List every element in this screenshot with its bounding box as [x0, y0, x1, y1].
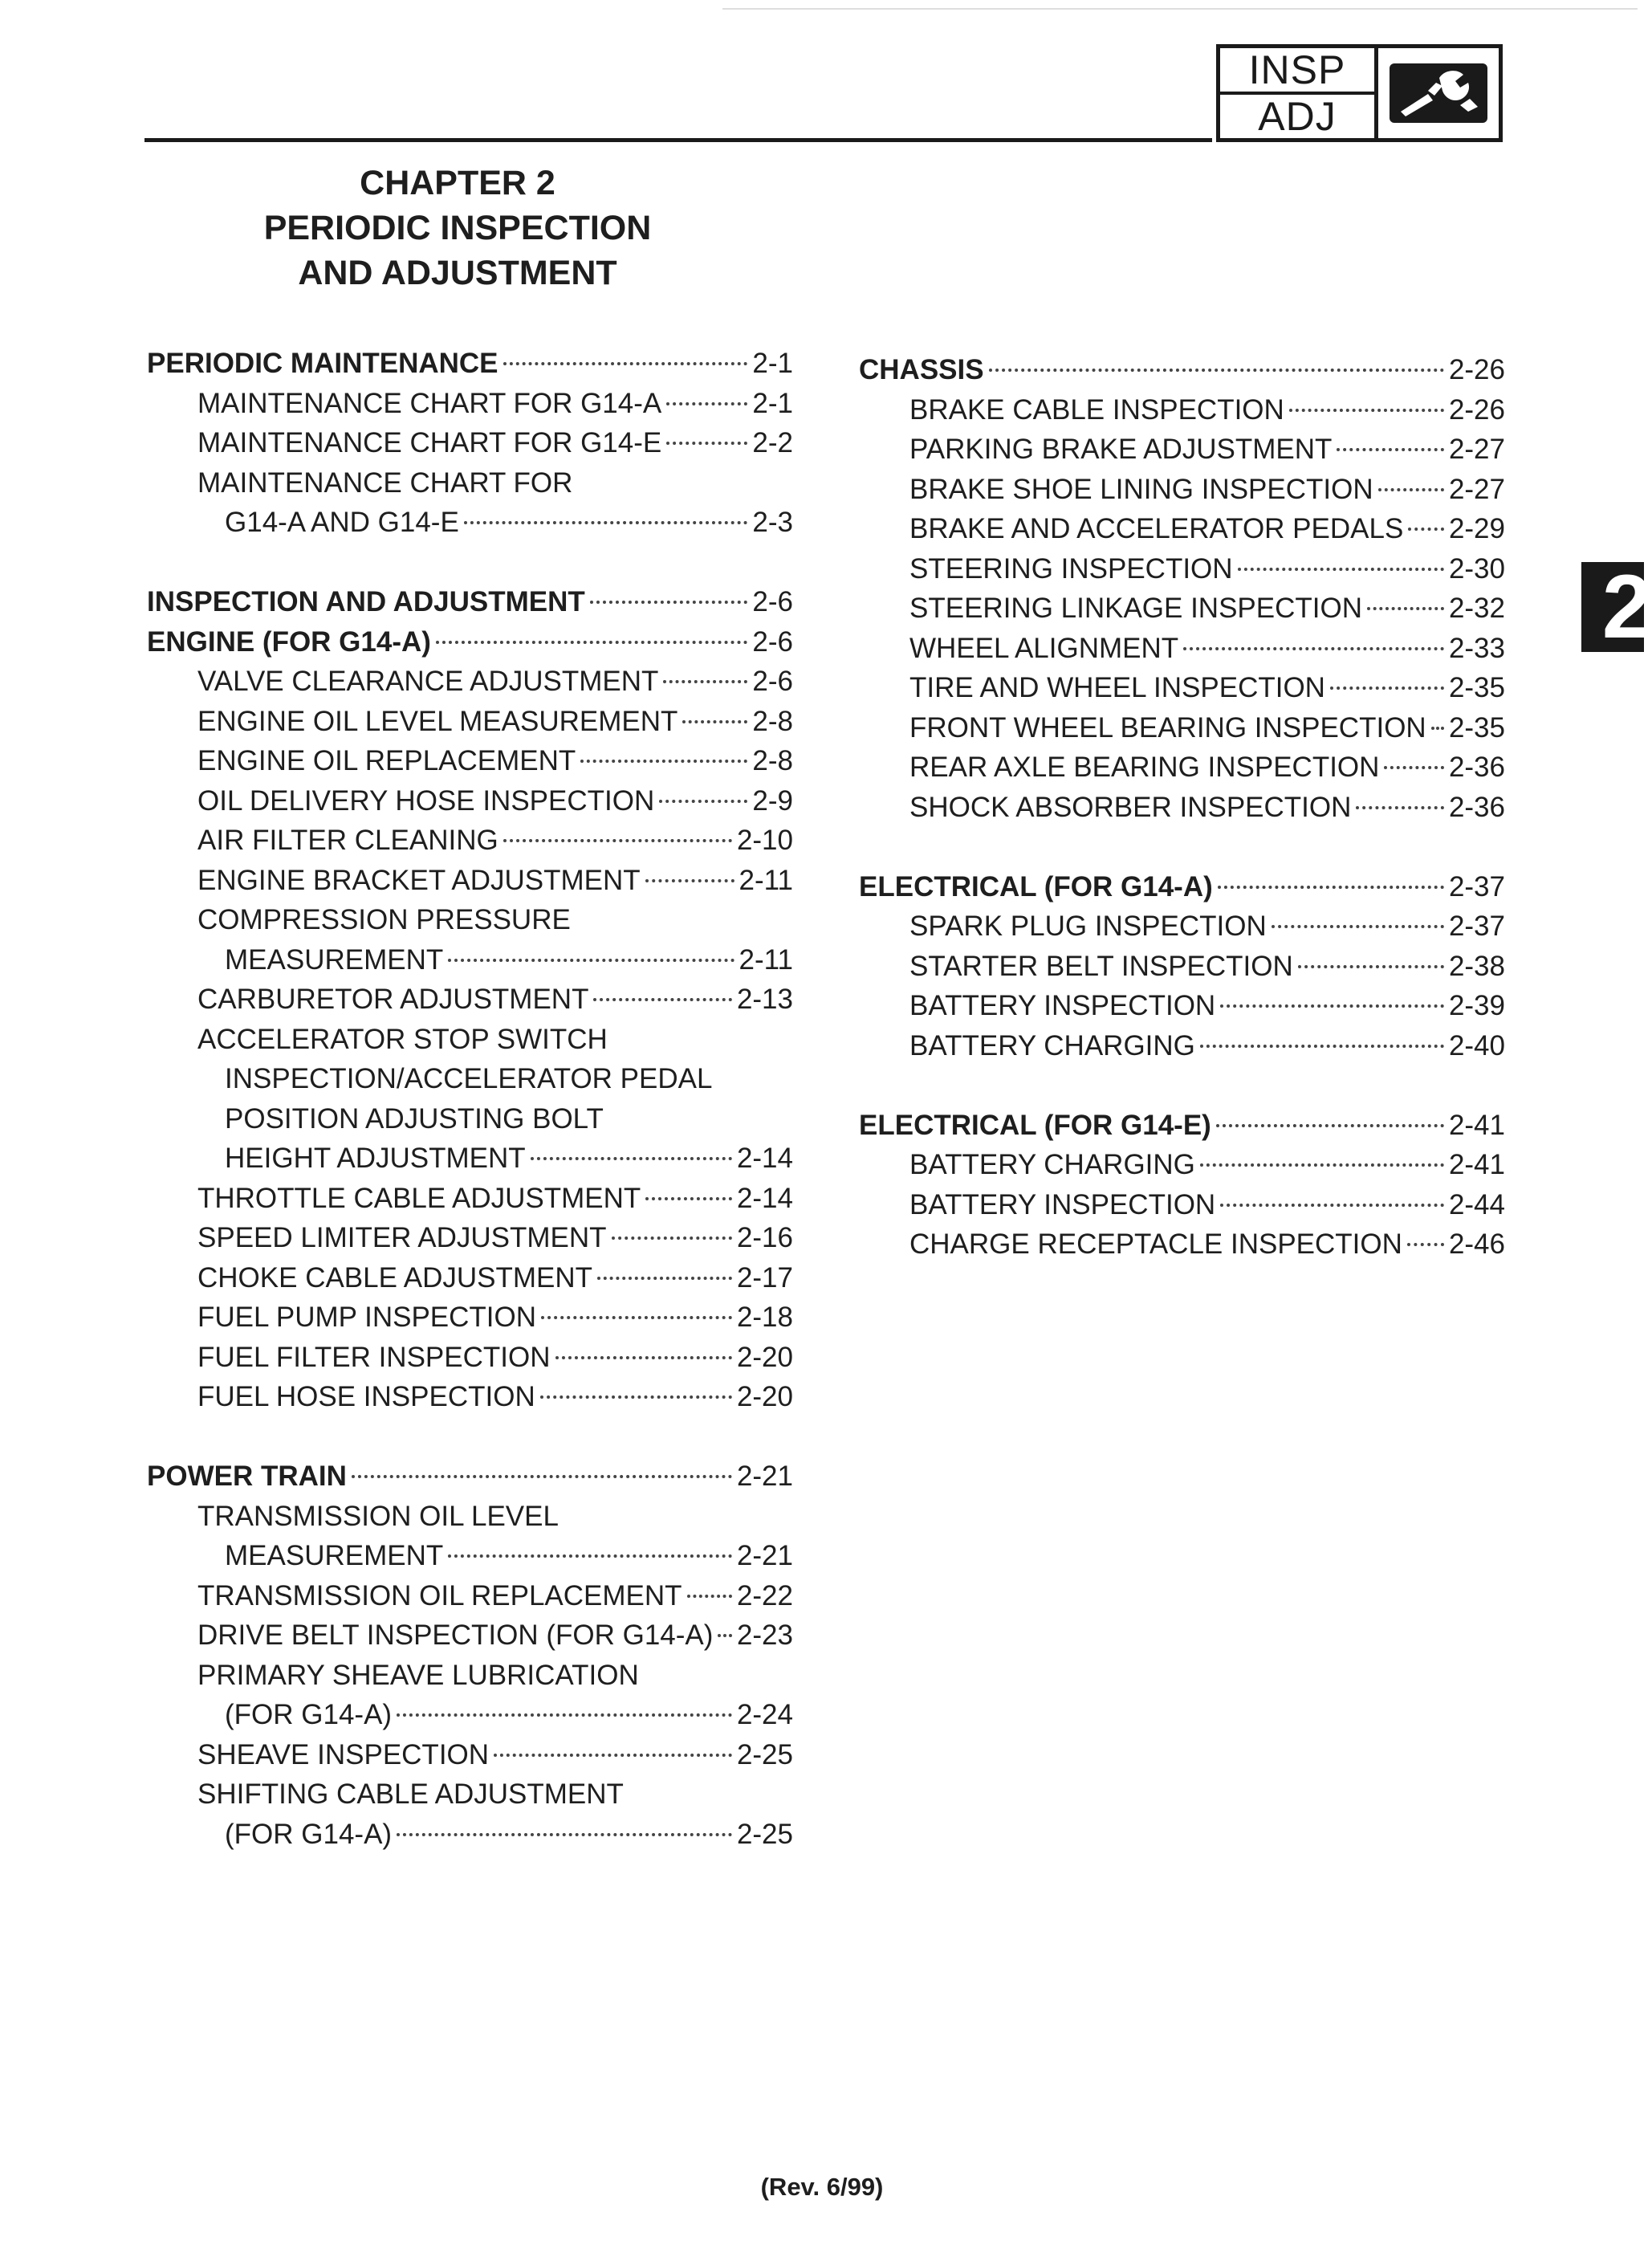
insp-adj-badge: [1216, 44, 1503, 142]
toc-dot-leader: [989, 369, 1444, 372]
toc-dot-leader: [1200, 1045, 1444, 1048]
toc-page-number: 2-36: [1448, 791, 1505, 823]
toc-entry-label: POWER TRAIN: [147, 1461, 347, 1492]
toc-entry: [859, 470, 1505, 510]
toc-dot-leader: [541, 1316, 732, 1319]
toc-dot-leader: [580, 760, 747, 763]
toc-page-number: 2-10: [736, 825, 793, 856]
toc-page-number: 2-41: [1448, 1149, 1505, 1180]
toc-entry: [859, 1145, 1505, 1185]
toc-entry-label: MEASUREMENT: [225, 1540, 444, 1571]
toc-entry-label: G14-A AND G14-E: [225, 507, 459, 538]
toc-entry: [859, 589, 1505, 629]
toc-entry-label: (FOR G14-A): [225, 1818, 393, 1850]
toc-dot-leader: [590, 601, 748, 604]
toc-entry-label: BRAKE SHOE LINING INSPECTION: [909, 473, 1373, 505]
toc-dot-leader: [352, 1475, 732, 1478]
toc-entry-label: OIL DELIVERY HOSE INSPECTION: [197, 784, 655, 817]
toc-entry: [147, 1576, 793, 1616]
toc-page-number: 2-2: [752, 427, 793, 458]
toc-dot-leader: [1384, 766, 1444, 769]
toc-entry-label: HEIGHT ADJUSTMENT: [225, 1143, 526, 1174]
toc-entry: [859, 629, 1505, 669]
toc-page-number: 2-39: [1448, 990, 1505, 1021]
toc-entry-label: INSPECTION AND ADJUSTMENT: [147, 586, 585, 617]
toc-spacer: [147, 1417, 793, 1457]
toc-entry: [147, 1258, 793, 1298]
toc-entry: [147, 1099, 793, 1139]
toc-page-number: 2-44: [1448, 1188, 1505, 1220]
toc-dot-leader: [397, 1713, 732, 1717]
toc-page-number: 2-17: [736, 1261, 793, 1294]
toc-entry: [147, 1298, 793, 1338]
toc-dot-leader: [1431, 727, 1444, 730]
toc-entry-label: CHASSIS: [859, 354, 984, 385]
toc-page-number: 2-23: [736, 1619, 793, 1651]
toc-entry-label: STEERING INSPECTION: [909, 552, 1233, 585]
toc-entry-label: COMPRESSION PRESSURE: [197, 904, 571, 935]
toc-spacer: [859, 827, 1505, 867]
toc-entry-label: VALVE CLEARANCE ADJUSTMENT: [197, 666, 659, 697]
header-rule: [144, 138, 1212, 142]
toc-page-number: 2-32: [1448, 593, 1505, 624]
toc-page-number: 2-40: [1448, 1029, 1505, 1061]
toc-page-number: 2-6: [752, 666, 793, 697]
toc-page-number: 2-27: [1448, 473, 1505, 505]
toc-entry-label: CHOKE CABLE ADJUSTMENT: [197, 1261, 593, 1294]
toc-dot-leader: [448, 1554, 732, 1558]
toc-dot-leader: [503, 839, 732, 842]
toc-section-entry: [147, 622, 793, 662]
toc-section-entry: [859, 1106, 1505, 1146]
toc-entry-label: ENGINE OIL LEVEL MEASUREMENT: [197, 705, 678, 737]
toc-page-number: 2-1: [752, 387, 793, 419]
toc-entry-label: PARKING BRAKE ADJUSTMENT: [909, 434, 1333, 465]
toc-dot-leader: [1220, 1204, 1444, 1207]
toc-dot-leader: [682, 720, 747, 723]
toc-section-entry: [859, 350, 1505, 390]
toc-dot-leader: [1218, 886, 1444, 889]
toc-page-number: 2-37: [1448, 870, 1505, 902]
toc-page-number: 2-16: [736, 1222, 793, 1253]
toc-page-number: 2-3: [752, 507, 793, 538]
toc-entry: [147, 1338, 793, 1378]
toc-entry: [147, 662, 793, 702]
toc-entry: [147, 463, 793, 503]
toc-entry-label: SHIFTING CABLE ADJUSTMENT: [197, 1778, 624, 1810]
toc-entry: [147, 423, 793, 463]
toc-entry-label: MEASUREMENT: [225, 943, 444, 976]
toc-page-number: 2-13: [736, 984, 793, 1015]
toc-entry-label: SHEAVE INSPECTION: [197, 1738, 490, 1770]
toc-entry: [147, 1695, 793, 1735]
toc-entry-label: FRONT WHEEL BEARING INSPECTION: [909, 711, 1426, 744]
toc-entry: [859, 708, 1505, 748]
toc-entry-label: ELECTRICAL (FOR G14-E): [859, 1109, 1211, 1141]
toc-page-number: 2-1: [752, 348, 793, 379]
toc-dot-leader: [1183, 647, 1444, 650]
toc-page-number: 2-35: [1448, 711, 1505, 744]
toc-entry-label: FUEL PUMP INSPECTION: [197, 1302, 537, 1333]
toc-entry-label: ENGINE BRACKET ADJUSTMENT: [197, 864, 641, 896]
toc-entry: [147, 1377, 793, 1417]
toc-entry: [147, 1615, 793, 1656]
toc-entry-label: SPARK PLUG INSPECTION: [909, 911, 1267, 942]
toc-page-number: 2-36: [1448, 752, 1505, 783]
toc-entry: [859, 668, 1505, 708]
toc-entry: [147, 702, 793, 742]
toc-dot-leader: [1407, 1243, 1444, 1246]
toc-entry: [147, 1815, 793, 1855]
toc-entry: [859, 1185, 1505, 1225]
toc-entry: [147, 900, 793, 940]
toc-entry-label: POSITION ADJUSTING BOLT: [225, 1102, 604, 1135]
toc-entry-label: MAINTENANCE CHART FOR: [197, 466, 573, 499]
toc-page-number: 2-14: [736, 1182, 793, 1214]
toc-dot-leader: [1298, 965, 1444, 968]
chapter-title: [217, 161, 698, 295]
toc-entry-label: TRANSMISSION OIL LEVEL: [197, 1500, 559, 1532]
toc-entry-label: ENGINE (FOR G14-A): [147, 625, 431, 658]
toc-entry: [147, 1218, 793, 1258]
toc-dot-leader: [659, 800, 747, 803]
toc-entry-label: STEERING LINKAGE INSPECTION: [909, 593, 1362, 624]
toc-page-number: 2-26: [1448, 354, 1505, 385]
toc-entry: [147, 1139, 793, 1179]
toc-dot-leader: [1330, 686, 1444, 690]
toc-dot-leader: [397, 1833, 732, 1836]
toc-page-number: 2-6: [752, 586, 793, 617]
toc-entry-label: ACCELERATOR STOP SWITCH: [197, 1023, 608, 1055]
toc-page-number: 2-21: [736, 1540, 793, 1571]
toc-dot-leader: [531, 1157, 732, 1160]
toc-dot-leader: [612, 1237, 732, 1240]
toc-entry: [147, 1179, 793, 1219]
toc-entry-label: WHEEL ALIGNMENT: [909, 632, 1179, 664]
toc-entry: [859, 947, 1505, 987]
toc-page-number: 2-38: [1448, 950, 1505, 982]
toc-entry: [859, 1224, 1505, 1265]
toc-entry-label: MAINTENANCE CHART FOR G14-E: [197, 427, 662, 458]
toc-entry-label: ELECTRICAL (FOR G14-A): [859, 870, 1213, 902]
toc-left-column: [147, 344, 793, 1854]
toc-entry-label: BATTERY CHARGING: [909, 1149, 1195, 1180]
toc-entry: [147, 940, 793, 980]
toc-entry-label: DRIVE BELT INSPECTION (FOR G14-A): [197, 1619, 714, 1651]
toc-entry: [147, 1059, 793, 1099]
toc-entry: [147, 1536, 793, 1576]
toc-dot-leader: [718, 1634, 732, 1637]
toc-dot-leader: [645, 1197, 732, 1200]
toc-dot-leader: [448, 959, 734, 962]
toc-dot-leader: [1367, 607, 1444, 610]
toc-entry-label: MAINTENANCE CHART FOR G14-A: [197, 387, 662, 419]
revision-note: (Rev. 6/99): [760, 2173, 884, 2201]
toc-entry: [147, 384, 793, 424]
toc-page-number: 2-8: [752, 745, 793, 776]
toc-entry: [859, 748, 1505, 788]
toc-page-number: 2-18: [736, 1302, 793, 1333]
toc-dot-leader: [1408, 528, 1444, 531]
toc-dot-leader: [436, 641, 747, 644]
toc-entry-label: BATTERY CHARGING: [909, 1029, 1195, 1061]
toc-entry: [147, 821, 793, 861]
toc-entry-label: REAR AXLE BEARING INSPECTION: [909, 752, 1380, 783]
toc-dot-leader: [1238, 568, 1444, 571]
toc-dot-leader: [1220, 1004, 1444, 1008]
toc-right-column: [859, 350, 1505, 1265]
toc-page-number: 2-21: [736, 1461, 793, 1492]
toc-entry: [147, 741, 793, 781]
toc-spacer: [859, 1065, 1505, 1106]
toc-entry: [147, 1735, 793, 1775]
toc-dot-leader: [645, 879, 734, 882]
toc-page-number: 2-8: [752, 705, 793, 737]
toc-entry: [147, 1020, 793, 1060]
toc-entry: [147, 1774, 793, 1815]
toc-page-number: 2-37: [1448, 911, 1505, 942]
toc-entry: [147, 1497, 793, 1537]
toc-entry: [859, 788, 1505, 828]
chapter-tab: [1581, 556, 1652, 657]
toc-page-number: 2-22: [736, 1579, 793, 1611]
badge-line-adj: ADJ: [1258, 94, 1337, 139]
toc-entry-label: THROTTLE CABLE ADJUSTMENT: [197, 1182, 641, 1214]
toc-dot-leader: [593, 998, 731, 1001]
toc-entry-label: FUEL FILTER INSPECTION: [197, 1341, 551, 1373]
toc-dot-leader: [1378, 488, 1444, 491]
toc-dot-leader: [663, 680, 747, 683]
chapter-number: CHAPTER 2: [360, 164, 555, 202]
toc-entry: [859, 430, 1505, 470]
toc-dot-leader: [1337, 448, 1444, 451]
toc-dot-leader: [687, 1595, 732, 1598]
toc-page-number: 2-14: [736, 1143, 793, 1174]
toc-dot-leader: [1216, 1124, 1444, 1127]
toc-page-number: 2-25: [736, 1738, 793, 1770]
chapter-tab-number: 2: [1601, 556, 1652, 657]
toc-dot-leader: [666, 402, 747, 405]
toc-entry-label: PERIODIC MAINTENANCE: [147, 348, 498, 379]
toc-entry-label: TIRE AND WHEEL INSPECTION: [909, 672, 1325, 703]
top-hairline: [722, 8, 1638, 10]
toc-entry: [859, 986, 1505, 1026]
chapter-title-line-2: AND ADJUSTMENT: [298, 254, 617, 292]
toc-page-number: 2-27: [1448, 434, 1505, 465]
toc-entry: [859, 906, 1505, 947]
wrench-icon-graphic: [1386, 59, 1491, 128]
toc-entry-label: AIR FILTER CLEANING: [197, 825, 498, 856]
toc-entry-label: (FOR G14-A): [225, 1699, 393, 1730]
toc-entry: [147, 1656, 793, 1696]
toc-entry-label: ENGINE OIL REPLACEMENT: [197, 745, 576, 776]
toc-entry-label: BATTERY INSPECTION: [909, 990, 1216, 1021]
toc-page-number: 2-26: [1448, 393, 1505, 426]
toc-page-number: 2-29: [1448, 513, 1505, 544]
toc-section-entry: [147, 344, 793, 384]
toc-page-number: 2-25: [736, 1818, 793, 1850]
toc-page-number: 2-33: [1448, 632, 1505, 664]
toc-entry-label: BRAKE AND ACCELERATOR PEDALS: [909, 513, 1404, 544]
toc-dot-leader: [555, 1356, 732, 1359]
toc-section-entry: [147, 582, 793, 622]
toc-section-entry: [147, 1457, 793, 1497]
toc-entry-label: TRANSMISSION OIL REPLACEMENT: [197, 1579, 682, 1611]
toc-entry-label: BRAKE CABLE INSPECTION: [909, 393, 1284, 426]
toc-page-number: 2-9: [752, 784, 793, 817]
badge-line-insp: INSP: [1220, 48, 1374, 95]
toc-entry: [859, 1026, 1505, 1066]
toc-page-number: 2-6: [752, 625, 793, 658]
toc-entry-label: SHOCK ABSORBER INSPECTION: [909, 791, 1352, 823]
toc-spacer: [147, 543, 793, 583]
badge-text: [1220, 48, 1378, 138]
toc-dot-leader: [464, 521, 748, 524]
toc-entry-label: STARTER BELT INSPECTION: [909, 950, 1293, 982]
toc-page-number: 2-24: [736, 1699, 793, 1730]
toc-entry-label: INSPECTION/ACCELERATOR PEDAL: [225, 1063, 713, 1094]
toc-entry: [147, 503, 793, 543]
toc-page-number: 2-20: [736, 1341, 793, 1373]
toc-page-number: 2-11: [739, 943, 793, 976]
chapter-title-line-1: PERIODIC INSPECTION: [263, 209, 652, 247]
toc-page-number: 2-35: [1448, 672, 1505, 703]
toc-entry-label: PRIMARY SHEAVE LUBRICATION: [197, 1659, 639, 1691]
toc-page-number: 2-11: [739, 864, 793, 896]
toc-entry-label: SPEED LIMITER ADJUSTMENT: [197, 1222, 607, 1253]
toc-dot-leader: [666, 442, 747, 445]
toc-dot-leader: [1272, 925, 1444, 928]
toc-dot-leader: [1356, 806, 1444, 809]
toc-page-number: 2-41: [1448, 1109, 1505, 1141]
toc-page-number: 2-20: [736, 1381, 793, 1412]
toc-entry-label: CHARGE RECEPTACLE INSPECTION: [909, 1228, 1402, 1260]
toc-page-number: 2-30: [1448, 552, 1505, 585]
toc-dot-leader: [540, 1395, 732, 1399]
toc-entry-label: FUEL HOSE INSPECTION: [197, 1381, 535, 1412]
toc-dot-leader: [1289, 409, 1444, 412]
toc-entry: [859, 549, 1505, 589]
toc-dot-leader: [1200, 1163, 1444, 1167]
toc-entry: [147, 980, 793, 1020]
toc-entry-label: CARBURETOR ADJUSTMENT: [197, 984, 589, 1015]
toc-dot-leader: [597, 1277, 732, 1280]
toc-entry: [859, 509, 1505, 549]
toc-page-number: 2-46: [1448, 1228, 1505, 1260]
toc-section-entry: [859, 867, 1505, 907]
toc-dot-leader: [503, 362, 748, 365]
wrench-icon: [1378, 48, 1499, 138]
toc-entry: [147, 861, 793, 901]
toc-dot-leader: [494, 1754, 732, 1757]
toc-entry: [147, 781, 793, 821]
toc-entry-label: BATTERY INSPECTION: [909, 1188, 1216, 1220]
toc-entry: [859, 390, 1505, 430]
